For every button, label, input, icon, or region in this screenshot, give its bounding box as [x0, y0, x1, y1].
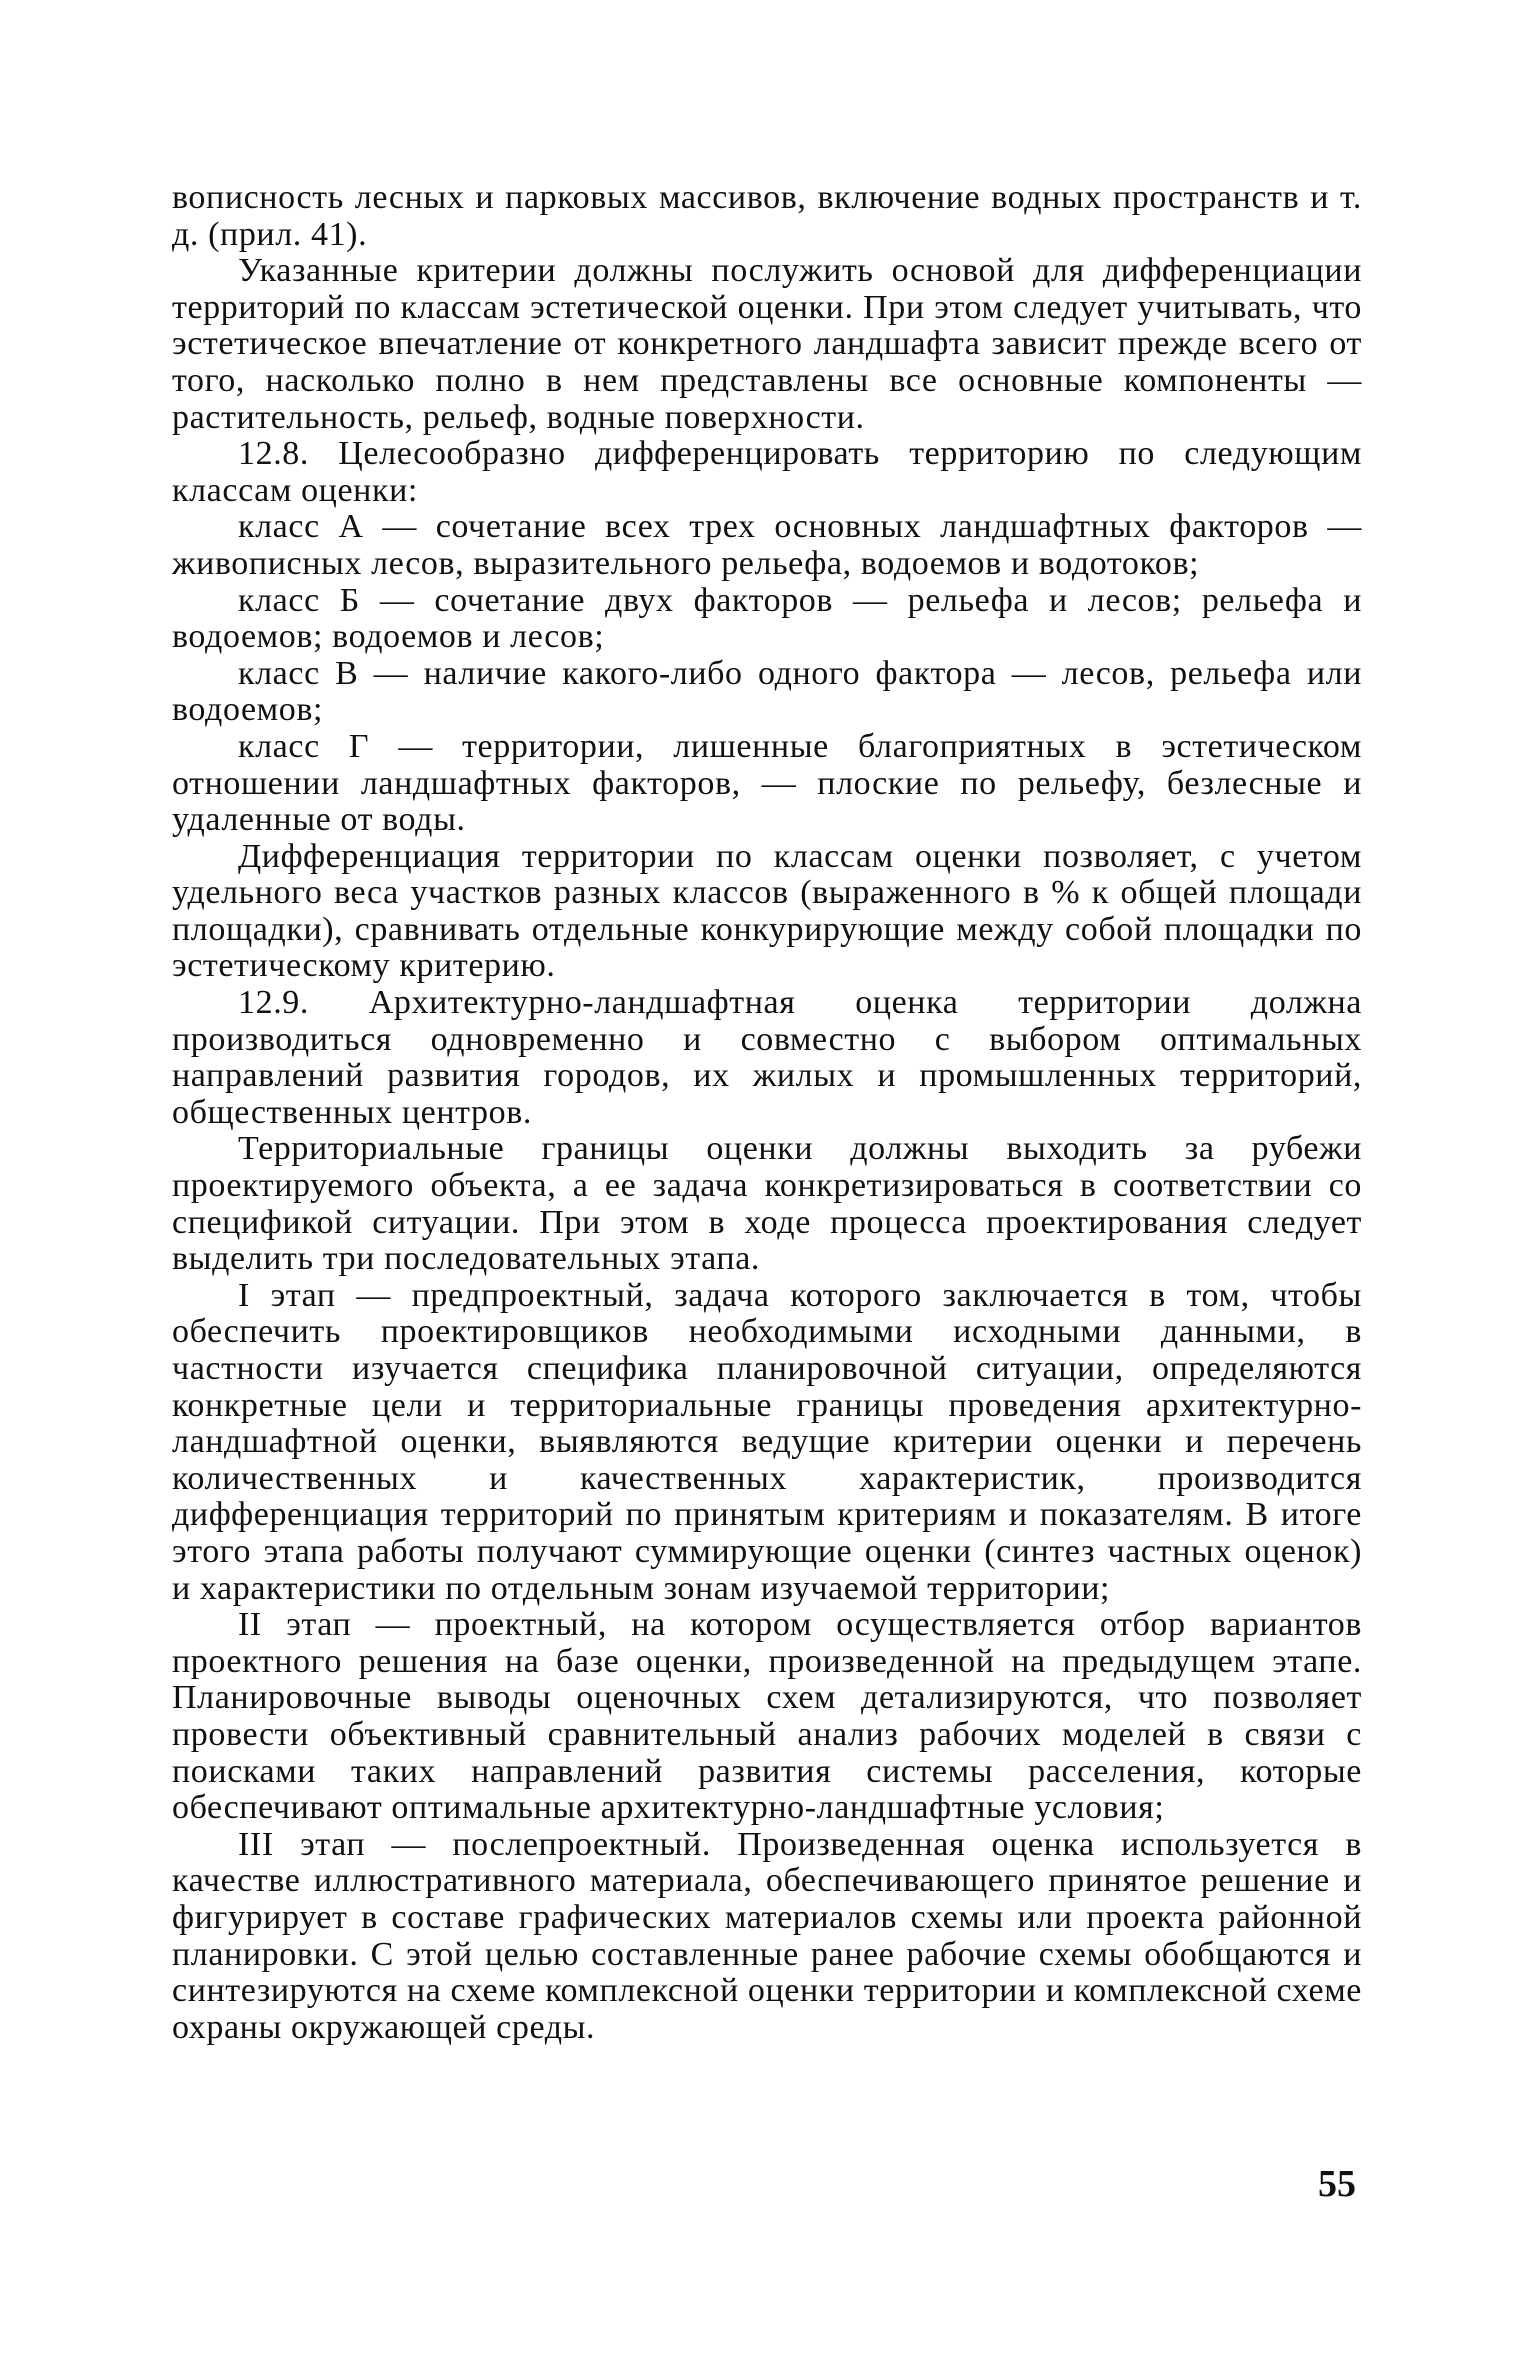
- paragraph-class-v: класс В — наличие какого-либо одного фактора — лесов, рельефа или водоемов;: [172, 654, 1362, 729]
- body-text: [172, 180, 1362, 2046]
- paragraph-continuation: вописность лесных и парковых массивов, включение водных пространств и т. д. (прил. 41).: [172, 179, 1362, 253]
- paragraph-territorial-borders: Территориальные границы оценки должны выходить за рубежи проектируемого объекта, а ее задача конкретизироваться в соответствии со спецификой ситуации. При этом в ходе процесса проектирования следует выделить три последовательных этапа.: [172, 1130, 1362, 1278]
- paragraph-class-g: класс Г — территории, лишенные благоприятных в эстетическом отношении ландшафтных факторов, — плоские по рельефу, безлесные и удаленные от воды.: [172, 727, 1362, 839]
- paragraph-stage-1: I этап — предпроектный, задача которого заключается в том, чтобы обеспечить проектировщиков необходимыми исходными данными, в частности изучается специфика планировочной ситуации, определяются конкретные цели и территориальные границы проведения архитектурно-ландшафтной оценки, выявляются ведущие критерии оценки и перечень количественных и качественных характеристик, производится дифференциация территорий по принятым критериям и показателям. В итоге этого этапа работы получают суммирующие оценки (синтез частных оценок) и характеристики по отдельным зонам изучаемой территории;: [172, 1276, 1362, 1607]
- paragraph-stage-3: III этап — послепроектный. Произведенная оценка используется в качестве иллюстративного материала, обеспечивающего принятое решение и фигурирует в составе графических материалов схемы или проекта районной планировки. С этой целью составленные ранее рабочие схемы обобщаются и синтезируются на схеме комплексной оценки территории и комплексной схеме охраны окружающей среды.: [172, 1825, 1362, 2046]
- page-number: 55: [1318, 2163, 1356, 2205]
- paragraph-12-9: 12.9. Архитектурно-ландшафтная оценка территории должна производиться одновременно и совместно с выбором оптимальных направлений развития городов, их жилых и промышленных территорий, общественных центров.: [172, 984, 1362, 1131]
- paragraph-class-b: класс Б — сочетание двух факторов — рельефа и лесов; рельефа и водоемов; водоемов и лесов;: [172, 581, 1362, 656]
- paragraph-12-8: 12.8. Целесообразно дифференцировать территорию по следующим классам оценки:: [172, 435, 1362, 509]
- paragraph-stage-2: II этап — проектный, на котором осуществляется отбор вариантов проектного решения на базе оценки, произведенной на предыдущем этапе. Планировочные выводы оценочных схем детализируются, что позволяет провести объективный сравнительный анализ рабочих моделей в связи с поисками таких направлений развития системы расселения, которые обеспечивают оптимальные архитектурно-ландшафтные условия;: [172, 1606, 1362, 1827]
- paragraph-class-a: класс А — сочетание всех трех основных ландшафтных факторов — живописных лесов, выразительного рельефа, водоемов и водотоков;: [172, 508, 1362, 582]
- paragraph-criteria-basis: Указанные критерии должны послужить основой для дифференциации территорий по классам эстетической оценки. При этом следует учитывать, что эстетическое впечатление от конкретного ландшафта зависит прежде всего от того, насколько полно в нем представлены все основные компоненты — растительность, рельеф, водные поверхности.: [172, 252, 1362, 436]
- paragraph-differentiation: Дифференциация территории по классам оценки позволяет, с учетом удельного веса участков разных классов (выраженного в % к общей площади площадки), сравнивать отдельные конкурирующие между собой площадки по эстетическому критерию.: [172, 837, 1362, 985]
